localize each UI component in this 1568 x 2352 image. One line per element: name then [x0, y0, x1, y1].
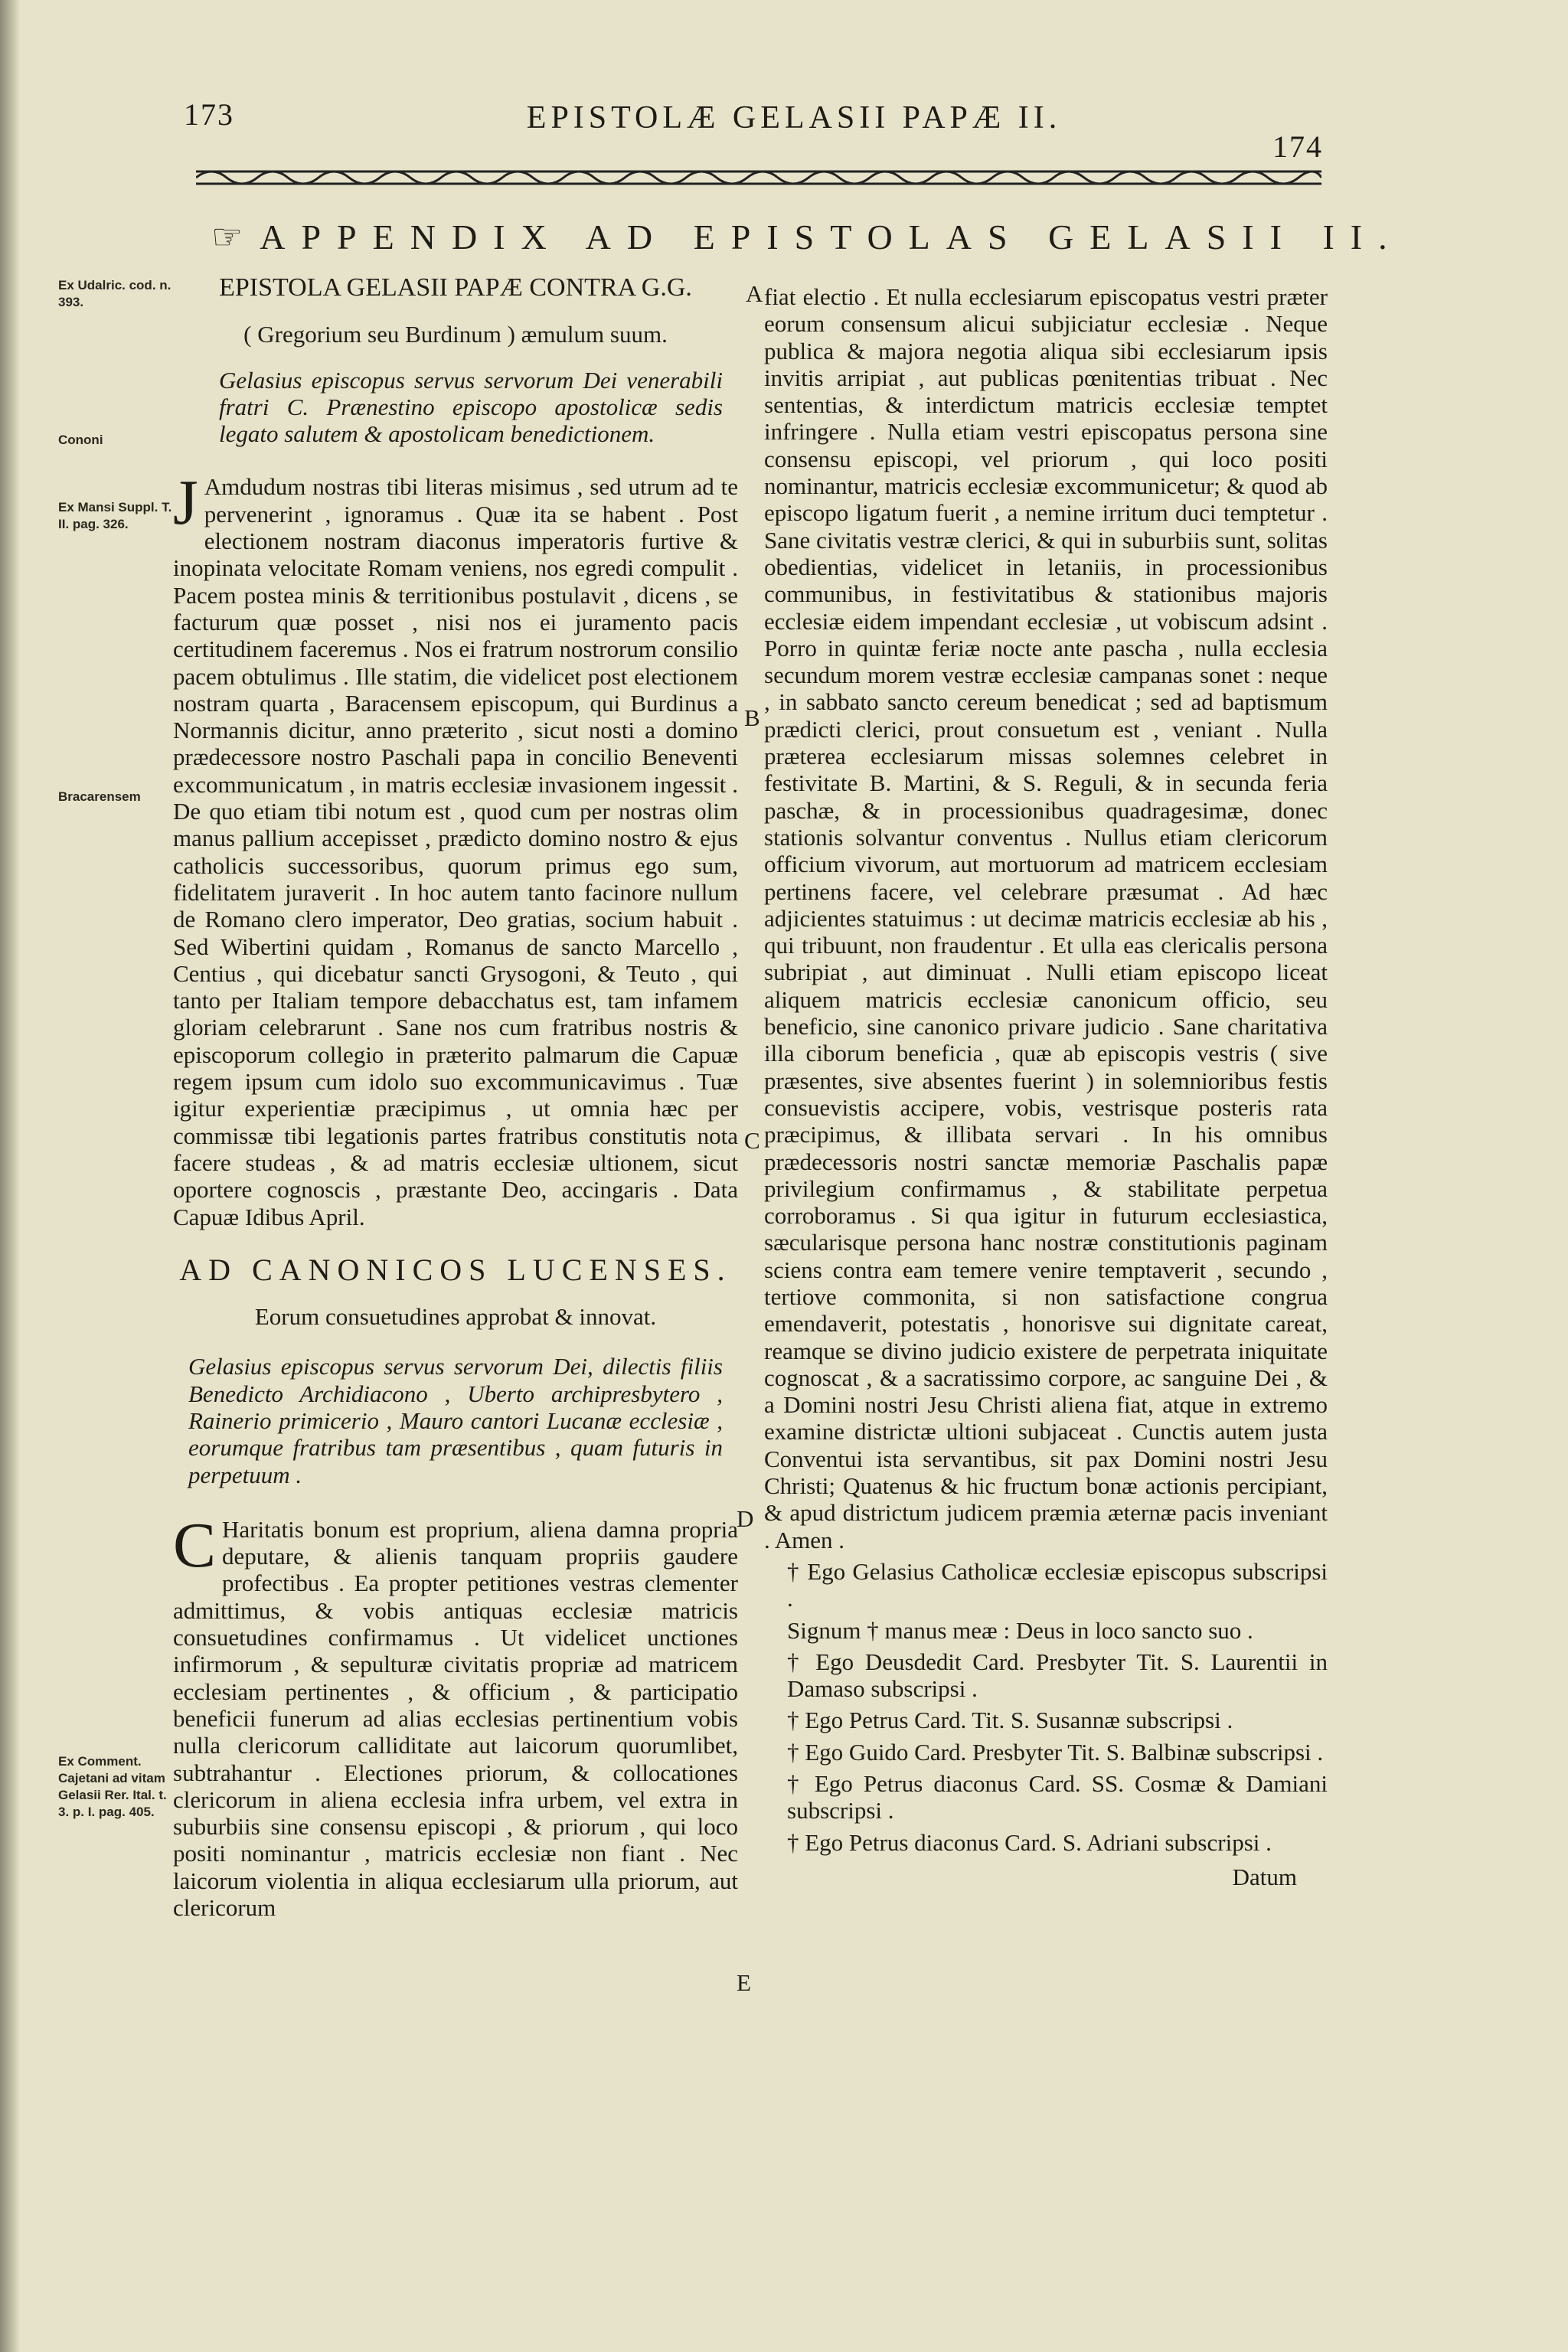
book-page — [20, 0, 1568, 2352]
margin-note-mansi: Ex Mansi Suppl. T. II. pag. 326. — [58, 500, 172, 531]
epistola1-body-paragraph — [173, 467, 738, 1230]
pointing-hand-icon: ☞ — [211, 217, 243, 256]
running-title: EPISTOLÆ GELASII PAPÆ II. — [526, 100, 1062, 136]
page-number-left: 173 — [184, 97, 234, 132]
margin-note-udalric: Ex Udalric. cod. n. 393. — [58, 278, 172, 309]
margin-note-bracarensem: Bracarensem — [58, 789, 141, 804]
epistola1-salutation: Gelasius episcopus servus servorum Dei venerabili fratri C. Prænestino episcopo apostolicæ sedis legato salutem & apostolicam benedictionem. — [219, 366, 723, 448]
section-mark-d: D — [737, 1505, 754, 1532]
section-mark-c: C — [744, 1127, 760, 1154]
ornamental-rule — [196, 162, 1321, 193]
section-mark-b: B — [744, 704, 760, 731]
left-column — [173, 274, 738, 1921]
signature-3: † Ego Deusdedit Card. Presbyter Tit. S. Laurentii in Damaso subscripsi . — [787, 1648, 1328, 1703]
signature-4: † Ego Petrus Card. Tit. S. Susannæ subscripsi . — [787, 1707, 1233, 1734]
catchword: Datum — [1232, 1863, 1297, 1890]
appendix-heading-row — [211, 216, 1403, 257]
signature-5: † Ego Guido Card. Presbyter Tit. S. Balbinæ subscripsi . — [787, 1738, 1324, 1766]
book-binding-edge — [0, 0, 20, 2352]
signature-6: † Ego Petrus diaconus Card. SS. Cosmæ & Damiani subscripsi . — [787, 1770, 1328, 1824]
section-mark-e: E — [737, 1969, 751, 1996]
page-number-right: 174 — [1272, 129, 1323, 164]
appendix-heading: APPENDIX AD EPISTOLAS GELASII II. — [260, 217, 1403, 256]
right-column — [764, 283, 1328, 1890]
section-mark-a: A — [746, 280, 763, 307]
epistola2-title: AD CANONICOS LUCENSES. — [179, 1252, 732, 1287]
epistola2-body-left: Haritatis bonum est proprium, aliena damna propria deputare, & alienis tanquam propriis gaudere profectibus . Ea propter petitiones vestras clementer admittimus, & vobis antiquas ecclesiæ matricis consuetudines confirmamus . Ut videlicet unctiones infirmorum , & sepulturæ civitatis propriæ ad matricem ecclesiam pertinentes , & officium , & participatio beneficii funerum ad alias ecclesias pertinentium vobis nulla clericorum calliditate aut laicorum quorumlibet, subtrahantur . Electiones priorum, & collocationes clericorum in aliena ecclesia infra urbem, vel extra in suburbiis sine consensu episcopi , & priorum , qui loco positi nominantur , matricis ecclesiæ non fiant . Nec laicorum violentia in aliqua ecclesiarum ulla priorum, aut clericorum — [173, 1515, 738, 1922]
epistola2-body-left-paragraph — [173, 1509, 738, 1922]
margin-note-cononi: Cononi — [58, 433, 103, 447]
signatures-block — [764, 1558, 1328, 1856]
epistola2-body-right: fiat electio . Et nulla ecclesiarum episcopatus vestri præter eorum consensum alicui subjiciatur ecclesiæ . Neque publica & majora negotia aliqua sibi ecclesiarum ipsis invitis arripiat , aut publicas pœnitentias tribuat . Nec sententias, & interdictum matricis ecclesiæ temptet infringere . Nulla etiam vestri episcopatus persona sine consensu episcopi, vel priorum , qui loco positi nominantur, matricis ecclesiæ excommunicetur; & quod ab episcopo ligatum fuerit , a nemine irritum duci temptetur . Sane civitatis vestræ clerici, & qui in suburbiis sunt, solitas obedientias, videlicet in letaniis, in processionibus communibus, in festivitatibus & stationibus majoris ecclesiæ eidem impendant ecclesiæ , ut vobiscum adsint . Porro in quintæ feriæ nocte ante pascha , nulla ecclesia secundum morem vestræ ecclesiæ campanas sonet : neque , in sabbato sancto cereum benedicat ; sed ad baptismum prædicti clerici, prout consuetum est , veniant . Nulla præterea ecclesiarum missas solemnes celebret in festivitate B. Martini, & S. Reguli, & in secunda feria paschæ, & in processionibus quadragesimæ, donec stationis solvantur conventus . Nullus etiam clericorum officium vivorum, aut mortuorum ad matricem ecclesiam pertinens facere, vel celebrare præsumat . Ad hæc adjicientes statuimus : ut decimæ matricis ecclesiæ ab his , qui tribuunt, non fraudentur . Et ulla eas clericalis persona subripiat , aut diminuat . Nulli etiam episcopo liceat aliquem matricis ecclesiæ canonicum officio, seu beneficio, sine canonico privare judicio . Sane charitativa illa ciborum beneficia , quæ ab episcopis vestris ( sive præsentes, sive absentes fuerint ) in solemnioribus festis consuevistis accipere, vobis, vestrisque posteris rata præcipimus, & illibata servari . In his omnibus prædecessoris nostri sanctæ memoriæ Paschalis papæ privilegium confirmamus , & stabilitate perpetua corroboramus . Si qua igitur in futurum ecclesiastica, sæcularisque persona hanc nostræ constitutionis paginam sciens contra eam temere venire temptaverit , secundo , tertiove commonita, si non satisfactione congrua emendaverit, potestatis , honorisve sui dignitate careat, reamque se divino judicio existere de perpetrata iniquitate cognoscat , & a sacratissimo corpore, ac sanguine Dei , & a Domini nostri Jesu Christi aliena fiat, atque in extremo examine districtæ ultioni subjaceat . Cunctis autem justa Conventui ista servantibus, sit pax Domini nostri Jesu Christi; Quatenus & hic fructum bonæ actionis percipiant, & apud districtum judicem præmia æternæ pacis inveniant . Amen . — [764, 283, 1328, 1553]
epistola2-subtitle: Eorum consuetudines approbat & innovat. — [254, 1303, 657, 1331]
epistola1-drop-cap: J — [173, 467, 198, 539]
epistola2-drop-cap: C — [173, 1509, 217, 1581]
signature-7: † Ego Petrus diaconus Card. S. Adriani subscripsi . — [787, 1828, 1272, 1856]
signature-1: † Ego Gelasius Catholicæ ecclesiæ episcopus subscripsi . — [787, 1557, 1328, 1612]
signature-2: Signum † manus meæ : Deus in loco sancto suo . — [787, 1616, 1253, 1644]
epistola2-salutation: Gelasius episcopus servus servorum Dei, dilectis filiis Benedicto Archidiacono , Uberto archipresbytero , Rainerio primicerio , Mauro cantori Lucanæ ecclesiæ , eorumque fratribus tam præsentibus , quam futuris in perpetuum . — [188, 1353, 723, 1488]
epistola1-title: EPISTOLA GELASII PAPÆ CONTRA G.G. — [219, 273, 692, 302]
margin-note-commentar: Ex Comment. Cajetani ad vitam Gelasii Rer. Ital. t. 3. p. I. pag. 405. — [58, 1754, 167, 1819]
epistola1-subtitle: ( Gregorium seu Burdinum ) æmulum suum. — [243, 321, 668, 348]
epistola1-body: Amdudum nostras tibi literas misimus , sed utrum ad te pervenerint , ignoramus . Quæ ita se habent . Post electionem nostram diaconus imperatoris furtive & inopinata velocitate Romam veniens, nos egredi compulit . Pacem postea minis & territionibus postulavit , dicens , se facturum quæ posset , nisi nos ei juramento pacis certitudinem faceremus . Nos ei fratrum nostrorum consilio pacem obtulimus . Ille statim, die videlicet post electionem nostram quarta , Baracensem episcopum, qui Burdinus a Normannis dicitur, anno præterito , sicut nosti a domino prædecessore nostro Paschali papa in concilio Beneventi excommunicatum , in matris ecclesiæ invasionem ingessit . De quo etiam tibi notum est , quod cum per nostras olim manus pallium accepisset , prædicto domino nostro & ejus catholicis successoribus, quorum primus ego sum, fidelitatem juraverit . In hoc autem tanto facinore nullum de Romano clero imperator, Deo gratias, socium habuit . Sed Wibertini quidam , Romanus de sancto Marcello , Centius , qui dicebatur sancti Grysogoni, & Teuto , qui tanto per Italiam tempore debacchatus est, tam infamem gloriam celebrarunt . Sane nos cum fratribus nostris & episcoporum collegio in præterito palmarum die Capuæ regem ipsum cum idolo suo excommunicavimus . Tuæ igitur experientiæ præcipimus , ut omnia hæc per commissæ tibi legationis partes fratribus constitutis nota facere studeas , & ad matris ecclesiæ ultionem, sicut oportere cognoscis , præstante Deo, accingaris . Data Capuæ Idibus April. — [173, 473, 738, 1230]
